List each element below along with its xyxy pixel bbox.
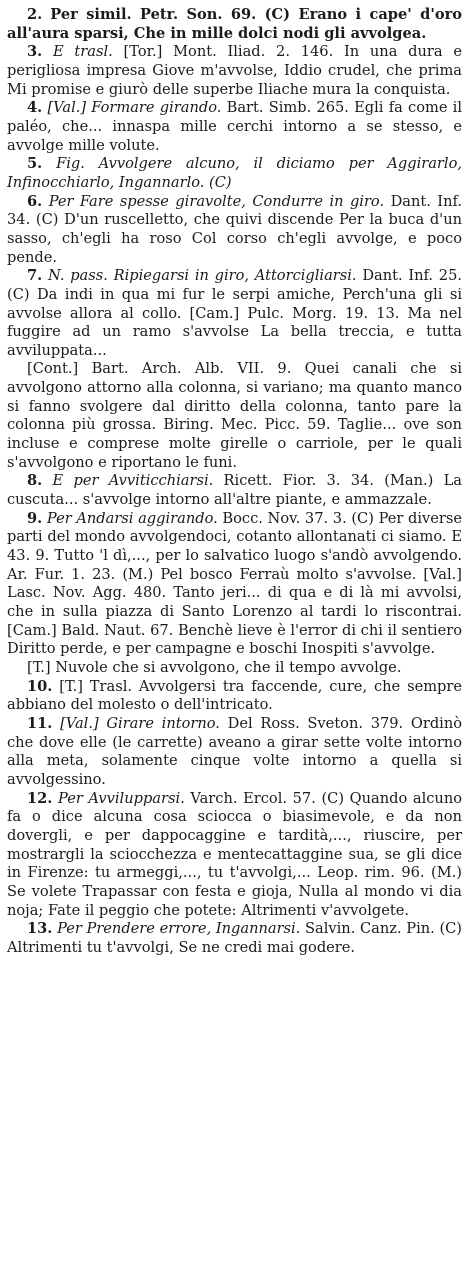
entry-heading: Per Andarsi aggirando. (46, 509, 218, 527)
entry-text: [Cont.] Bart. Arch. Alb. VII. 9. Quei canali che si avvolgono attorno alla colonna, si variano; ma quanto manco si fanno svolgere dal diritto della colonna, tanto pare la colonna più grossa. Biring. Mec. Picc. 59. Taglie... ove son incluse e comprese molte girelle o carriole, per le quali s'avvolgono e riportano le funi. (7, 360, 462, 471)
entry-4 (7, 99, 462, 155)
entry-text: Ricett. Fior. 3. 34. (Man.) La cuscuta... s'avvolge intorno all'altre piante, e ammazzale. (7, 472, 462, 509)
entry-number: 4. (27, 99, 43, 117)
entry-8 (7, 472, 462, 509)
entry-number: 13. (27, 920, 53, 938)
entry-5 (7, 155, 462, 192)
entry-text: Salvin. Canz. Pin. (C) Altrimenti tu t'avvolgi, Se ne credi mai godere. (7, 920, 463, 956)
entry-text: [Tor.] Mont. Iliad. 2. 146. In una dura e perigliosa impresa Giove m'avvolse, Iddio crudel, che prima Mi promise e giurò delle superbe Iliache mura la conquista. (7, 43, 462, 98)
entry-number: 10. (27, 677, 53, 695)
entry-number: 6. (27, 192, 43, 210)
entry-number: 7. (27, 267, 43, 285)
entry-text: Del Ross. Sveton. 379. Ordinò che dove elle (le carrette) aveano a girar sette volte intorno alla meta, solamente cinque volte intorno a quella si avvolgessino. (7, 714, 463, 788)
entry-heading: [Val.] Formare girando. (47, 99, 222, 117)
entry-9 (7, 510, 462, 659)
entry-number: 8. (27, 472, 43, 490)
entry-text: Bocc. Nov. 37. 3. (C) Per diverse parti del mondo avvolgendoci, cotanto allontanati ci siamo. E 43. 9. Tutto 'l dì,..., per lo salvatico luogo s'andò avvolgendo. Ar. Fur. 1. 23. (M.) Pel bosco Ferraù molto s'avvolse. [Val.] Lasc. Nov. Agg. 480. Tanto jeri... di qua e di là mi avvolsi, che in sulla piazza di Santo Lorenzo al tardi lo riscontrai. [Cam.] Bald. Naut. 67. Benchè lieve è l'error di chi il sentiero Diritto perde, e per campagne e boschi Inospiti s'avvolge. (7, 509, 462, 658)
entry-3 (7, 43, 462, 99)
entry-13 (7, 920, 462, 957)
entry-number: 11. (27, 714, 53, 732)
entry-number: 5. (27, 155, 43, 173)
entry-10 (7, 678, 462, 715)
entry-heading: Per Fare spesse giravolte, Condurre in giro. (48, 192, 385, 210)
entry-text: Dant. Inf. 34. (C) D'un ruscelletto, che quivi discende Per la buca d'un sasso, ch'egli ha roso Col corso ch'egli avvolge, e poco pende. (7, 192, 462, 266)
entry-heading: Fig. Avvolgere alcuno, il diciamo per Aggirarlo, Infinocchiarlo, Ingannarlo. (C) (7, 155, 462, 191)
entry-9-continuation (7, 659, 462, 678)
entry-6 (7, 193, 462, 268)
entry-11 (7, 715, 462, 790)
entry-text: Dant. Inf. 25. (C) Da indi in qua mi fur le serpi amiche, Perch'una gli si avvolse allora al collo. [Cam.] Pulc. Morg. 19. 13. Ma nel fuggire ad un ramo s'avvolse La bella treccia, e tutta avviluppata... (7, 267, 462, 359)
entry-number: 12. (27, 789, 53, 807)
entry-heading: Per Avvilupparsi. (58, 789, 185, 807)
entry-text: Per simil. Petr. Son. 69. (C) Erano i cape' d'oro all'aura sparsi, Che in mille dolci nodi gli avvolgea. (7, 6, 462, 42)
entry-12 (7, 790, 462, 921)
entry-2 (7, 6, 462, 43)
entry-heading: Per Prendere errore, Ingannarsi. (57, 920, 301, 938)
entry-heading: E per Avviticchiarsi. (52, 472, 214, 490)
entry-7-continuation (7, 360, 462, 472)
entry-number: 3. (27, 43, 43, 61)
entry-number: 9. (27, 509, 43, 527)
entry-heading: [Val.] Girare intorno. (60, 714, 220, 732)
entry-number: 2. (27, 6, 43, 23)
entry-text: Bart. Simb. 265. Egli fa come il paléo, che... innaspa mille cerchi intorno a se stesso, e avvolge mille volute. (7, 99, 463, 154)
entry-7 (7, 267, 462, 360)
entry-heading: E trasl. (53, 43, 113, 61)
entry-heading: N. pass. Ripiegarsi in giro, Attorcigliarsi. (48, 267, 357, 285)
entry-text: [T.] Nuvole che si avvolgono, che il tempo avvolge. (27, 658, 402, 676)
entry-text: Varch. Ercol. 57. (C) Quando alcuno fa o dice alcuna cosa sciocca o biasimevole, e da non dovergli, e per dappocaggine e tardità,..., riuscire, per mostrargli la sciocchezza e mentecattaggine sua, se gli dice in Firenze: tu armeggi,..., tu t'avvolgi,... Leop. rim. 96. (M.) Se volete Trapassar con festa e gioja, Nulla al mondo vi dia noja; Fate il peggio che potete: Altrimenti v'avvolgete. (7, 789, 463, 919)
entry-text: [T.] Trasl. Avvolgersi tra faccende, cure, che sempre abbiano del molesto o dell'intricato. (7, 677, 463, 714)
